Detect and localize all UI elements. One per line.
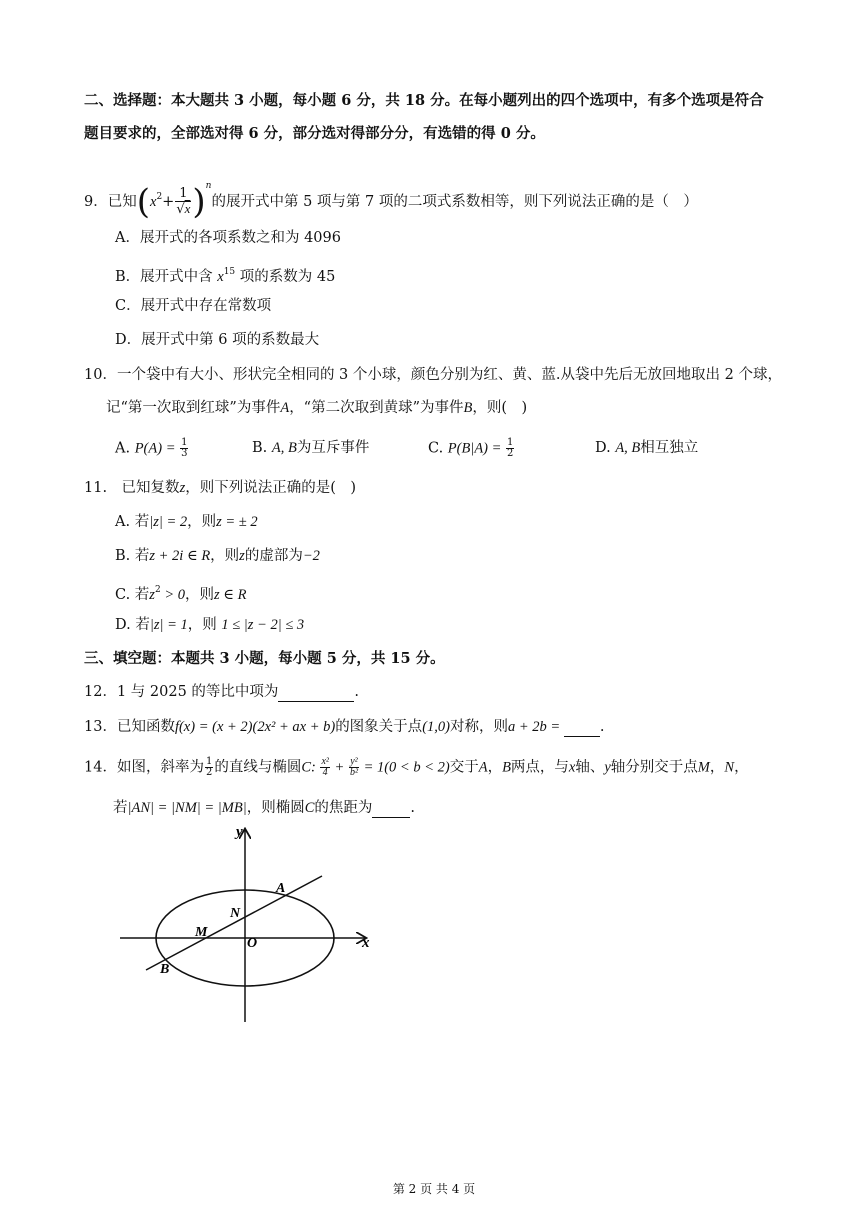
slope-fraction [205, 757, 213, 778]
point-n: N [724, 759, 735, 776]
question-11-option-b [115, 546, 320, 566]
option-b-suffix: 项的系数为 45 [235, 269, 336, 285]
exponent: 2 [156, 192, 163, 202]
comma: ， [487, 759, 503, 776]
fraction-numerator: 1 [205, 756, 213, 767]
condition-math: |AN| = |NM| = |MB| [127, 800, 247, 816]
question-11-option-a [115, 512, 258, 532]
question-11-option-c [115, 580, 246, 605]
section-3-heading: 三、填空题：本题共 3 小题，每小题 5 分，共 15 分。 [84, 650, 445, 667]
point-b: B [502, 759, 511, 776]
question-9-option-b [115, 262, 335, 287]
option-text: ，则 [187, 617, 222, 633]
x-axis-name: x [568, 759, 576, 776]
option-label: C. [428, 440, 448, 457]
stem-text: 轴、 [575, 759, 605, 776]
question-10-option-a [115, 438, 189, 459]
radicand: x [184, 201, 191, 216]
period: . [410, 800, 415, 816]
term-x: x [150, 194, 157, 210]
stem-text-a: 记“第一次取到红球”为事件 [106, 400, 281, 416]
stem-text-b: ，“第二次取到黄球”为事件 [289, 400, 464, 416]
option-b-prefix: B．展开式中含 [115, 269, 218, 285]
fraction-denominator: 2 [205, 767, 213, 778]
stem-text: 交于 [449, 759, 479, 776]
comma: ， [709, 759, 725, 776]
fraction-denominator: 4 [322, 767, 328, 778]
option-text: 的虚部为 [244, 548, 303, 564]
fraction-denominator: 3 [181, 448, 188, 459]
option-math: −2 [302, 548, 320, 564]
target-expression: a + 2b = [507, 719, 564, 735]
option-math: P(A) = [134, 440, 180, 457]
option-label: B. [252, 440, 272, 456]
question-9-option-c: C．展开式中存在常数项 [115, 298, 272, 314]
stem-text-c: ，则( ) [472, 400, 528, 416]
fraction-denominator: 2 [507, 448, 514, 459]
option-math: |z| = 1 [149, 617, 188, 633]
option-math: A, B [271, 440, 297, 456]
event-a: A [280, 400, 290, 416]
option-math: P(B|A) = [447, 440, 506, 457]
question-9-number: 9．已知 [84, 194, 137, 210]
fraction-numerator: 1 [175, 187, 191, 202]
stem-text: 的焦距为 [314, 800, 373, 816]
fraction-numerator: x² [321, 756, 329, 767]
stem-text: 两点，与 [510, 759, 569, 776]
label-y: y [236, 824, 243, 840]
option-math: |z| = 2 [149, 514, 188, 530]
option-text: D. 若 [115, 617, 150, 633]
stem-text-b: ，则下列说法正确的是( ) [185, 480, 357, 496]
stem-text: 若 [113, 800, 128, 816]
question-9-option-d: D．展开式中第 6 项的系数最大 [115, 332, 320, 348]
question-13 [84, 717, 604, 737]
fraction-numerator: 1 [507, 437, 514, 448]
ellipse-name: C: [301, 759, 320, 776]
section-2-heading-line2: 题目要求的，全部选对得 6 分，部分选对得部分分，有选错的得 0 分。 [84, 125, 545, 142]
point-m: M [697, 759, 710, 776]
label-m: M [195, 925, 208, 940]
page-footer: 第 2 页 共 4 页 [392, 1182, 476, 1196]
option-text: B. 若 [115, 548, 150, 564]
option-math: > 0 [160, 587, 185, 603]
question-12 [84, 682, 359, 702]
option-math: z + 2i ∈ R [149, 548, 211, 564]
question-11-option-d [115, 615, 304, 635]
comma: ， [734, 759, 749, 776]
answer-blank[interactable] [278, 687, 354, 702]
fraction [180, 438, 188, 459]
period: . [599, 719, 605, 735]
question-10-stem-line1: 10．一个袋中有大小、形状完全相同的 3 个小球，颜色分别为红、黄、蓝.从袋中先后无放回地取出 2 个球， [84, 367, 782, 383]
option-text: ，则 [187, 514, 217, 530]
question-9-option-a: A．展开式的各项系数之和为 4096 [115, 230, 341, 246]
period: . [354, 684, 360, 700]
option-math: 1 ≤ |z − 2| ≤ 3 [221, 617, 305, 633]
option-math: z ∈ R [213, 587, 247, 603]
label-a: A [276, 881, 286, 896]
stem-text: 14．如图，斜率为 [84, 759, 204, 776]
question-14-line2 [113, 798, 415, 818]
stem-text: 对称，则 [449, 719, 508, 735]
equation-rhs: = 1(0 < b < 2) [359, 759, 450, 776]
fraction [506, 438, 514, 459]
left-paren: ( [136, 182, 150, 222]
fraction-denominator: b² [349, 767, 358, 778]
y-axis-name: y [604, 759, 611, 776]
label-n: N [230, 906, 241, 921]
question-10-option-b [252, 438, 369, 458]
question-10-stem-line2 [106, 398, 527, 418]
option-text: C. 若 [115, 587, 150, 603]
stem-text-a: 11. 已知复数 [84, 480, 180, 496]
y-term-fraction [349, 757, 359, 778]
question-11-stem [84, 478, 356, 498]
x-term-fraction [320, 757, 329, 778]
fraction-numerator: y² [350, 756, 358, 767]
label-o: O [247, 936, 258, 951]
power-n: n [205, 181, 212, 191]
option-label: D. [595, 440, 616, 456]
option-math: z = ± 2 [216, 514, 258, 530]
question-9-stem [84, 176, 698, 222]
fraction-1-over-sqrt-x [175, 187, 191, 217]
option-math: z [239, 548, 245, 564]
ellipse-figure [110, 820, 400, 1030]
option-text: ，则 [210, 548, 240, 564]
label-b: B [160, 962, 170, 977]
option-b-x: x [217, 269, 224, 285]
answer-blank[interactable] [372, 803, 410, 818]
variable-z: z [179, 480, 186, 496]
option-math: A, B [615, 440, 641, 456]
stem-text: 的直线与椭圆 [214, 759, 302, 776]
event-b: B [463, 400, 473, 416]
option-text: ，则 [184, 587, 214, 603]
stem-text: 轴分别交于点 [610, 759, 698, 776]
question-10-option-d [595, 438, 698, 458]
stem-text: 的图象关于点 [335, 719, 423, 735]
point-a: A [478, 759, 488, 776]
question-9-text: 的展开式中第 5 项与第 7 项的二项式系数相等，则下列说法正确的是（ ） [211, 194, 698, 210]
function-expression: f(x) = (x + 2)(2x² + ax + b) [174, 719, 336, 735]
stem-text: 13．已知函数 [84, 719, 175, 735]
stem-text: ，则椭圆 [246, 800, 305, 816]
question-12-text: 12．1 与 2025 的等比中项为 [84, 684, 279, 700]
exponent: 2 [154, 585, 161, 595]
section-2-heading-line1: 二、选择题：本大题共 3 小题，每小题 6 分，共 18 分。在每小题列出的四个选项中，有多个选项是符合 [84, 92, 764, 109]
question-10-option-c [428, 438, 515, 459]
option-text: 相互独立 [640, 440, 699, 456]
option-math: z [149, 587, 155, 603]
label-x: x [362, 935, 370, 951]
fraction-numerator: 1 [181, 437, 188, 448]
question-14-line1 [84, 757, 749, 778]
point: (1,0) [422, 719, 450, 735]
fraction-denominator: √x [176, 201, 191, 217]
plus-sign: + [162, 194, 175, 210]
ellipse-name: C [304, 800, 315, 816]
option-text: A. 若 [115, 514, 150, 530]
option-b-exponent: 15 [223, 267, 236, 277]
option-label: A. [115, 440, 135, 457]
right-paren: ) [192, 182, 206, 222]
answer-blank[interactable] [564, 722, 600, 737]
option-text: 为互斥事件 [296, 440, 370, 456]
plus-sign: + [330, 759, 348, 776]
